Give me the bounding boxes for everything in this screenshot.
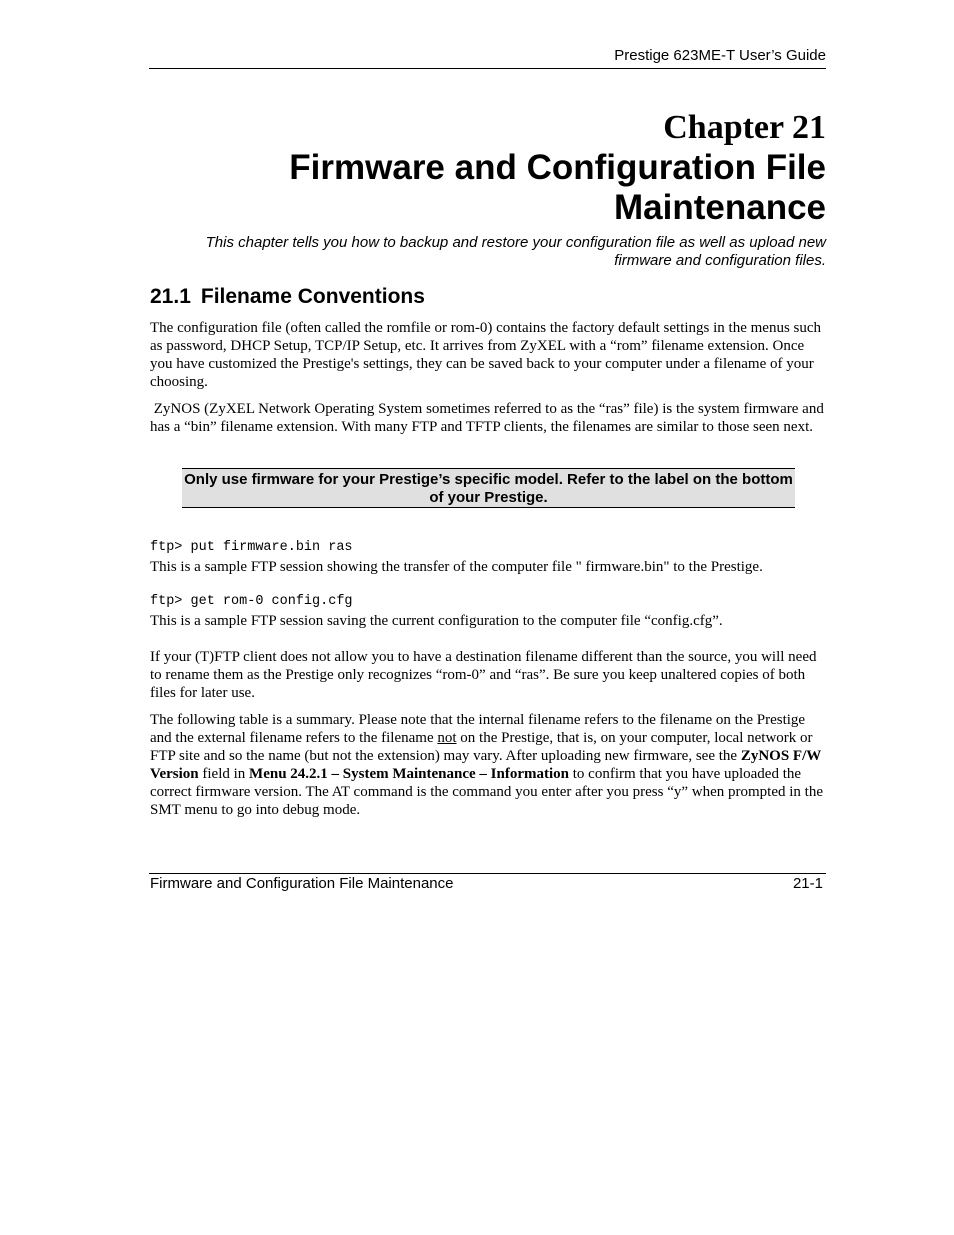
note-box: Only use firmware for your Prestige’s specific model. Refer to the label on the bottom of your Prestige. (182, 468, 795, 508)
footer-page-number: 21-1 (792, 875, 823, 892)
summary-text-d: to confirm that you have uploaded the correct firmware version. The AT command is the command you enter after you press “y” when prompted in the SMT menu to go into debug mode. (150, 766, 823, 818)
footer-chapter-name: Firmware and Configuration File Maintenance (150, 875, 454, 892)
summary-text-a: The following table is a summary. Please note that the internal filename refers to the filename on the Prestige and the external filename refers to the filename (150, 712, 806, 746)
code-description-put: This is a sample FTP session showing the transfer of the computer file " firmware.bin" to the Prestige. (150, 559, 763, 575)
running-header: Prestige 623ME-T User’s Guide (614, 47, 826, 64)
code-sample-put: ftp> put firmware.bin ras (150, 540, 353, 555)
section-title: Filename Conventions (200, 285, 425, 308)
summary-emphasis-not: not (437, 730, 457, 746)
chapter-intro: This chapter tells you how to backup and restore your configuration file as well as upload new firmware and configuration files. (205, 234, 826, 269)
code-sample-get: ftp> get rom-0 config.cfg (150, 594, 353, 609)
paragraph-zynos: ZyNOS (ZyXEL Network Operating System sometimes referred to as the “ras” file) is the system firmware and has a “bin” filename extension. With many FTP and TFTP clients, the filenames are similar to those seen next. (150, 401, 828, 435)
chapter-heading (149, 108, 826, 270)
section-heading (150, 285, 425, 309)
footer-rule (149, 873, 826, 874)
chapter-number: Chapter 21 (663, 109, 826, 146)
chapter-title-line1: Firmware and Configuration File (289, 148, 826, 187)
chapter-title-line2: Maintenance (614, 188, 826, 227)
summary-menu-name: Menu 24.2.1 – System Maintenance – Information (249, 766, 570, 782)
section-number: 21.1 (150, 285, 191, 308)
header-rule (149, 68, 826, 69)
summary-field-name: ZyNOS F/W Version (150, 748, 821, 782)
summary-text-c: field in (198, 766, 250, 782)
paragraph-summary (150, 711, 828, 819)
paragraph-rename: If your (T)FTP client does not allow you to have a destination filename different than the source, you will need to rename them as the Prestige only recognizes “rom-0” and “ras”. Be sure you keep unaltered copies of both files for later use. (150, 649, 817, 701)
paragraph-configuration-file: The configuration file (often called the romfile or rom-0) contains the factory default settings in the menus such as password, DHCP Setup, TCP/IP Setup, etc. It arrives from ZyXEL with a “rom” filename extension. Once you have customized the Prestige's settings, they can be saved back to your computer under a filename of your choosing. (150, 320, 822, 390)
code-description-get: This is a sample FTP session saving the current configuration to the computer file “config.cfg”. (150, 613, 723, 629)
summary-text-b: on the Prestige, that is, on your computer, local network or FTP site and so the name (but not the extension) may vary. After uploading new firmware, see the (150, 730, 813, 764)
